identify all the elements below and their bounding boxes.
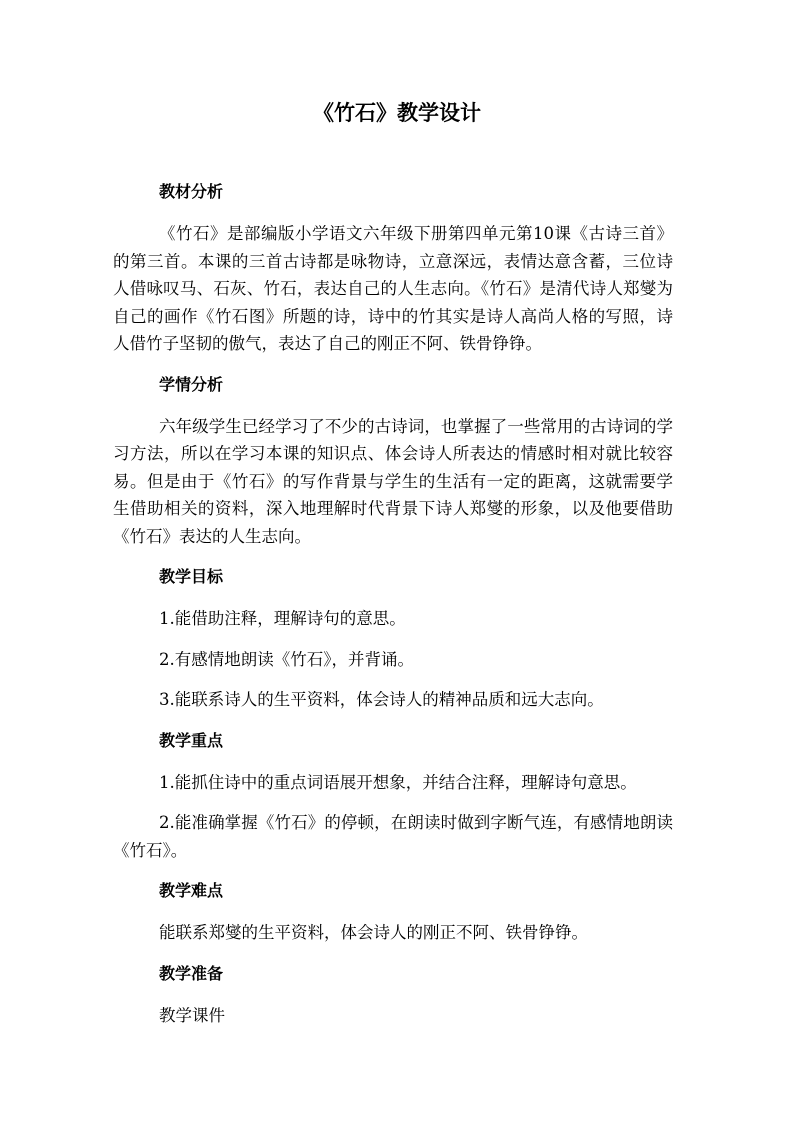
section-heading-difficulties: 教学难点 [159, 881, 224, 900]
document-body [113, 178, 673, 1029]
section-heading-preparation: 教学准备 [159, 963, 224, 983]
goal-item: 1.能借助注释，理解诗句的意思。 [159, 609, 406, 628]
learners-paragraph: 六年级学生已经学习了不少的古诗词，也掌握了一些常用的古诗词的学习方法，所以在学习本课的知识点、体会诗人所表达的情感时相对就比较容易。但是由于《竹石》的写作背景与学生的生活有一定的距离，这就需要学生借助相关的资料，深入地理解时代背景下诗人郑燮的形象，以及他要借助《竹石》表达的人生志向。 [113, 416, 673, 546]
document-title: 《竹石》教学设计 [313, 101, 481, 125]
difficulties-paragraph: 能联系郑燮的生平资料，体会诗人的刚正不阿、铁骨铮铮。 [159, 923, 588, 942]
section-heading-goals: 教学目标 [159, 567, 224, 586]
goal-item: 2.有感情地朗读《竹石》，并背诵。 [159, 649, 414, 669]
section-heading-analysis: 教材分析 [159, 182, 224, 201]
key-point-item: 1.能抓住诗中的重点词语展开想象，并结合注释，理解诗句意思。 [159, 772, 637, 792]
section-heading-learners: 学情分析 [159, 374, 224, 394]
section-heading-key-points: 教学重点 [159, 730, 224, 750]
preparation-paragraph: 教学课件 [159, 1005, 225, 1025]
analysis-paragraph: 《竹石》是部编版小学语文六年级下册第四单元第10课《古诗三首》的第三首。本课的三首古诗都是咏物诗，立意深远，表情达意含蓄，三位诗人借咏叹马、石灰、竹石，表达自己的人生志向。《竹石》是清代诗人郑燮为自己的画作《竹石图》所题的诗，诗中的竹其实是诗人高尚人格的写照，诗人借竹子坚韧的傲气，表达了自己的刚正不阿、铁骨铮铮。 [113, 224, 673, 353]
key-point-item: 2.能准确掌握《竹石》的停顿，在朗读时做到字断气连，有感情地朗读《竹石》。 [113, 813, 673, 860]
goal-item: 3.能联系诗人的生平资料，体会诗人的精神品质和远大志向。 [159, 690, 604, 709]
